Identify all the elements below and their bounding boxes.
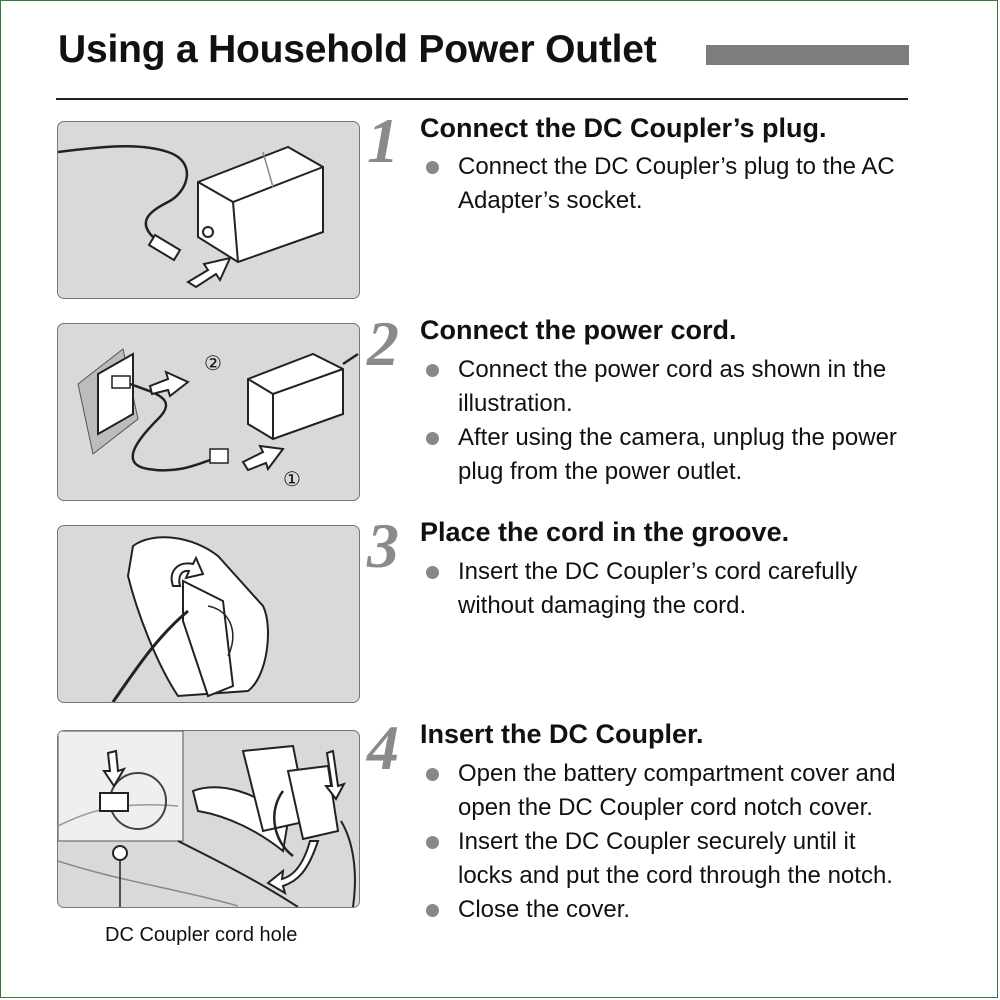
step-3-number: 3 xyxy=(367,510,399,581)
page-title: Using a Household Power Outlet xyxy=(58,28,657,71)
step-4-bullets xyxy=(423,757,913,927)
bullet-icon xyxy=(426,364,439,377)
step-4-number: 4 xyxy=(367,712,399,783)
bullet-icon xyxy=(426,161,439,174)
bullet-icon xyxy=(426,836,439,849)
bullet-icon xyxy=(426,904,439,917)
bullet-item: Close the cover. xyxy=(423,893,913,927)
step-1-illustration xyxy=(57,121,360,299)
bullet-item: Open the battery compartment cover and open the DC Coupler cord notch cover. xyxy=(423,757,913,825)
step-2-illustration xyxy=(57,323,360,501)
callout-1: ① xyxy=(283,467,301,491)
step-3-illustration xyxy=(57,525,360,703)
dc-coupler-cord-hole-caption: DC Coupler cord hole xyxy=(105,924,298,946)
step-2-bullets xyxy=(423,353,913,489)
step-1-bullets xyxy=(423,150,913,218)
bullet-item: Insert the DC Coupler’s cord carefully without damaging the cord. xyxy=(423,555,913,623)
step-3-title: Place the cord in the groove. xyxy=(420,517,790,547)
header-bar xyxy=(706,45,909,65)
header-rule xyxy=(56,98,908,100)
bullet-item: Connect the power cord as shown in the illustration. xyxy=(423,353,913,421)
step-2-number: 2 xyxy=(367,308,399,379)
step-4-title: Insert the DC Coupler. xyxy=(420,719,704,749)
bullet-icon xyxy=(426,768,439,781)
step-2-title: Connect the power cord. xyxy=(420,315,737,345)
bullet-item: After using the camera, unplug the power plug from the power outlet. xyxy=(423,421,913,489)
bullet-icon xyxy=(426,566,439,579)
bullet-icon xyxy=(426,432,439,445)
callout-2: ② xyxy=(204,351,222,375)
step-4-illustration xyxy=(57,730,360,908)
step-1-title: Connect the DC Coupler’s plug. xyxy=(420,113,827,143)
step-1-number: 1 xyxy=(367,105,399,176)
bullet-item: Connect the DC Coupler’s plug to the AC Adapter’s socket. xyxy=(423,150,913,218)
step-3-bullets xyxy=(423,555,913,623)
bullet-item: Insert the DC Coupler securely until it locks and put the cord through the notch. xyxy=(423,825,913,893)
